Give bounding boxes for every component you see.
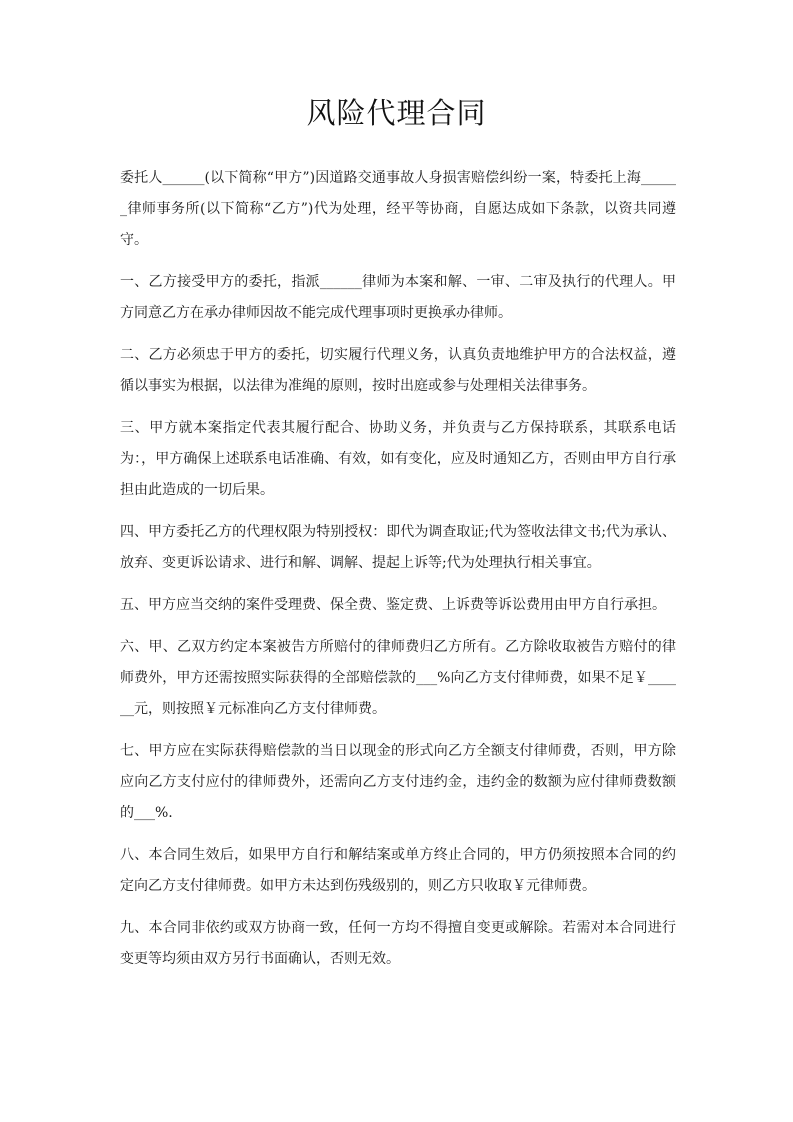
intro-paragraph: 委托人______(以下简称“甲方”)因道路交通事故人身损害赔偿纠纷一案，特委托上海______律师事务所(以下简称“乙方”)代为处理，经平等协商，自愿达成如下条款，以资共同遵守。 (120, 170, 676, 248)
clause-3: 三、甲方就本案指定代表其履行配合、协助义务，并负责与乙方保持联系，其联系电话为：，甲方确保上述联系电话准确、有效，如有变化，应及时通知乙方，否则由甲方自行承担由此造成的一切后果。 (120, 420, 676, 498)
document-title: 风险代理合同 (306, 96, 487, 130)
clause-7: 七、甲方应在实际获得赔偿款的当日以现金的形式向乙方全额支付律师费，否则，甲方除应向乙方支付应付的律师费外，还需向乙方支付违约金，违约金的数额为应付律师费数额的___%. (120, 743, 676, 821)
clause-5: 五、甲方应当交纳的案件受理费、保全费、鉴定费、上诉费等诉讼费用由甲方自行承担。 (120, 597, 666, 613)
clause-4: 四、甲方委托乙方的代理权限为特别授权：即代为调查取证;代为签收法律文书;代为承认、放弃、变更诉讼请求、进行和解、调解、提起上诉等;代为处理执行相关事宜。 (120, 524, 676, 571)
clause-6: 六、甲、乙双方约定本案被告方所赔付的律师费归乙方所有。乙方除收取被告方赔付的律师费外，甲方还需按照实际获得的全部赔偿款的___%向乙方支付律师费，如果不足￥______元，则按照￥元标准向乙方支付律师费。 (120, 639, 676, 717)
clause-9: 九、本合同非依约或双方协商一致，任何一方均不得擅自变更或解除。若需对本合同进行变更等均须由双方另行书面确认，否则无效。 (120, 920, 676, 967)
clause-2: 二、乙方必须忠于甲方的委托，切实履行代理义务，认真负责地维护甲方的合法权益，遵循以事实为根据，以法律为准绳的原则，按时出庭或参与处理相关法律事务。 (120, 347, 676, 394)
clause-8: 八、本合同生效后，如果甲方自行和解结案或单方终止合同的，甲方仍须按照本合同的约定向乙方支付律师费。如甲方未达到伤残级别的，则乙方只收取￥元律师费。 (120, 847, 676, 894)
clause-1: 一、乙方接受甲方的委托，指派______律师为本案和解、一审、二审及执行的代理人。甲方同意乙方在承办律师因故不能完成代理事项时更换承办律师。 (120, 274, 676, 321)
document-body (120, 163, 676, 986)
